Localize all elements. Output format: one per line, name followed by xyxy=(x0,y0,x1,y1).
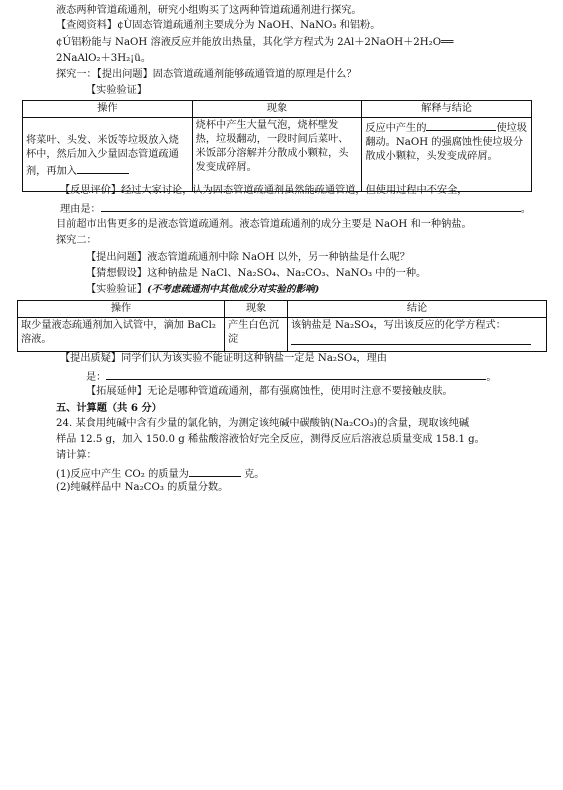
reason-end: 。 xyxy=(520,204,531,215)
doubt-reason-blank[interactable] xyxy=(106,368,486,380)
table2-header-concl: 结论 xyxy=(288,301,547,318)
reference-line-1: 【查阅资料】¢Ù固态管道疏通剂主要成分为 NaOH、NaNO₃ 和铝粉。 xyxy=(56,20,381,31)
verify-heading-2 xyxy=(86,283,563,297)
problem-line-3: 请计算： xyxy=(56,450,97,461)
table1-concl-blank[interactable] xyxy=(426,119,496,131)
verify-heading-2-note: (不考虑疏通剂中其他成分对实验的影响) xyxy=(147,284,320,295)
table2-op-cell: 取少量液态疏通剂加入试管中，滴加 BaCl₂ 溶液。 xyxy=(18,318,225,352)
table2-phen-cell: 产生白色沉淀 xyxy=(225,318,288,352)
table2-concl-cell xyxy=(288,318,547,352)
table1-concl-text-b: 使垃圾翻动。NaOH 的强腐蚀性使垃圾分散成小颗粒，头发变成碎屑。 xyxy=(365,123,527,162)
table1-op-text: 将菜叶、头发、米饭等垃圾放入烧杯中，然后加入少量固态管道疏通剂，再加入 xyxy=(26,135,179,177)
intro-line: 液态两种管道疏通剂，研究小组购买了这两种管道疏通剂进行探究。 xyxy=(56,5,362,16)
table1-op-blank[interactable] xyxy=(77,162,129,174)
reference-line-2: ¢Ú铝粉能与 NaOH 溶液反应并能放出热量，其化学方程式为 2Al＋2NaOH＋2H₂O══ xyxy=(56,37,454,48)
problem-part-1-unit: 克。 xyxy=(240,469,265,480)
table1-header-concl: 解释与结论 xyxy=(362,101,532,118)
reason-label: 理由是： xyxy=(60,204,101,215)
table1-header-op: 操作 xyxy=(23,101,193,118)
table2-concl-text: 该钠盐是 Na₂SO₄，写出该反应的化学方程式： xyxy=(291,320,506,331)
problem-line-2: 样品 12.5 g，加入 150.0 g 稀盐酸溶液恰好完全反应，测得反应后溶液总质量变成 158.1 g。 xyxy=(56,434,485,445)
explore-two-label: 探究二： xyxy=(56,235,97,246)
hypothesis-line: 【猜想假设】这种钠盐是 NaCl、Na₂SO₄、Na₂CO₃、NaNO₃ 中的一种。 xyxy=(86,268,427,279)
extension-line: 【拓展延伸】无论是哪种管道疏通剂，都有强腐蚀性，使用时注意不要接触皮肤。 xyxy=(86,386,453,397)
liquid-intro-line: 目前超市出售更多的是液态管道疏通剂。液态管道疏通剂的成分主要是 NaOH 和一种钠盐。 xyxy=(56,219,472,230)
doubt-reason-label: 是： xyxy=(86,372,107,383)
equation-line: 2NaAlO₂＋3H₂¡ü。 xyxy=(56,53,152,64)
table1-header-phen: 现象 xyxy=(192,101,362,118)
question-two-line: 【提出问题】液态管道疏通剂中除 NaOH 以外，另一种钠盐是什么呢？ xyxy=(86,252,410,263)
table1-concl-cell xyxy=(362,118,532,192)
table1-phen-cell: 烧杯中产生大量气泡，烧杯壁发热，垃圾翻动，一段时间后菜叶、米饭部分溶解并分散成小颗粒，头发变成碎屑。 xyxy=(192,118,362,192)
table2-header-phen: 现象 xyxy=(225,301,288,318)
problem-part-1 xyxy=(56,465,563,482)
reflect-line: 【反思评价】经过大家讨论，认为固态管道疏通剂虽然能疏通管道，但使用过程中不安全， xyxy=(60,185,468,196)
experiment-table-2 xyxy=(17,300,547,352)
doubt-reason-line xyxy=(86,368,563,385)
co2-mass-blank[interactable] xyxy=(189,465,241,477)
table1-op-cell xyxy=(23,118,193,192)
reason-blank[interactable] xyxy=(101,200,521,212)
doubt-line: 【提出质疑】同学们认为该实验不能证明这种钠盐一定是 Na₂SO₄，理由 xyxy=(60,353,387,364)
reason-line xyxy=(60,200,563,217)
table2-header-op: 操作 xyxy=(18,301,225,318)
problem-line-1: 24. 某食用纯碱中含有少量的氯化钠，为测定该纯碱中碳酸钠(Na₂CO₃)的含量，现取该纯碱 xyxy=(56,418,470,429)
table1-concl-text-a: 反应中产生的 xyxy=(365,123,427,134)
section-title: 五、计算题（共 6 分） xyxy=(56,402,162,414)
verify-heading-1: 【实验验证】 xyxy=(86,85,148,96)
experiment-table-1 xyxy=(22,100,532,192)
verify-heading-2-label: 【实验验证】 xyxy=(86,284,148,295)
doubt-reason-end: 。 xyxy=(486,372,497,383)
explore-one-question: 探究一：【提出问题】固态管道疏通剂能够疏通管道的原理是什么？ xyxy=(56,69,357,80)
problem-part-2: (2)纯碱样品中 Na₂CO₃ 的质量分数。 xyxy=(56,482,229,493)
table2-equation-blank[interactable] xyxy=(291,333,531,345)
problem-part-1-text: (1)反应中产生 CO₂ 的质量为 xyxy=(56,469,189,480)
